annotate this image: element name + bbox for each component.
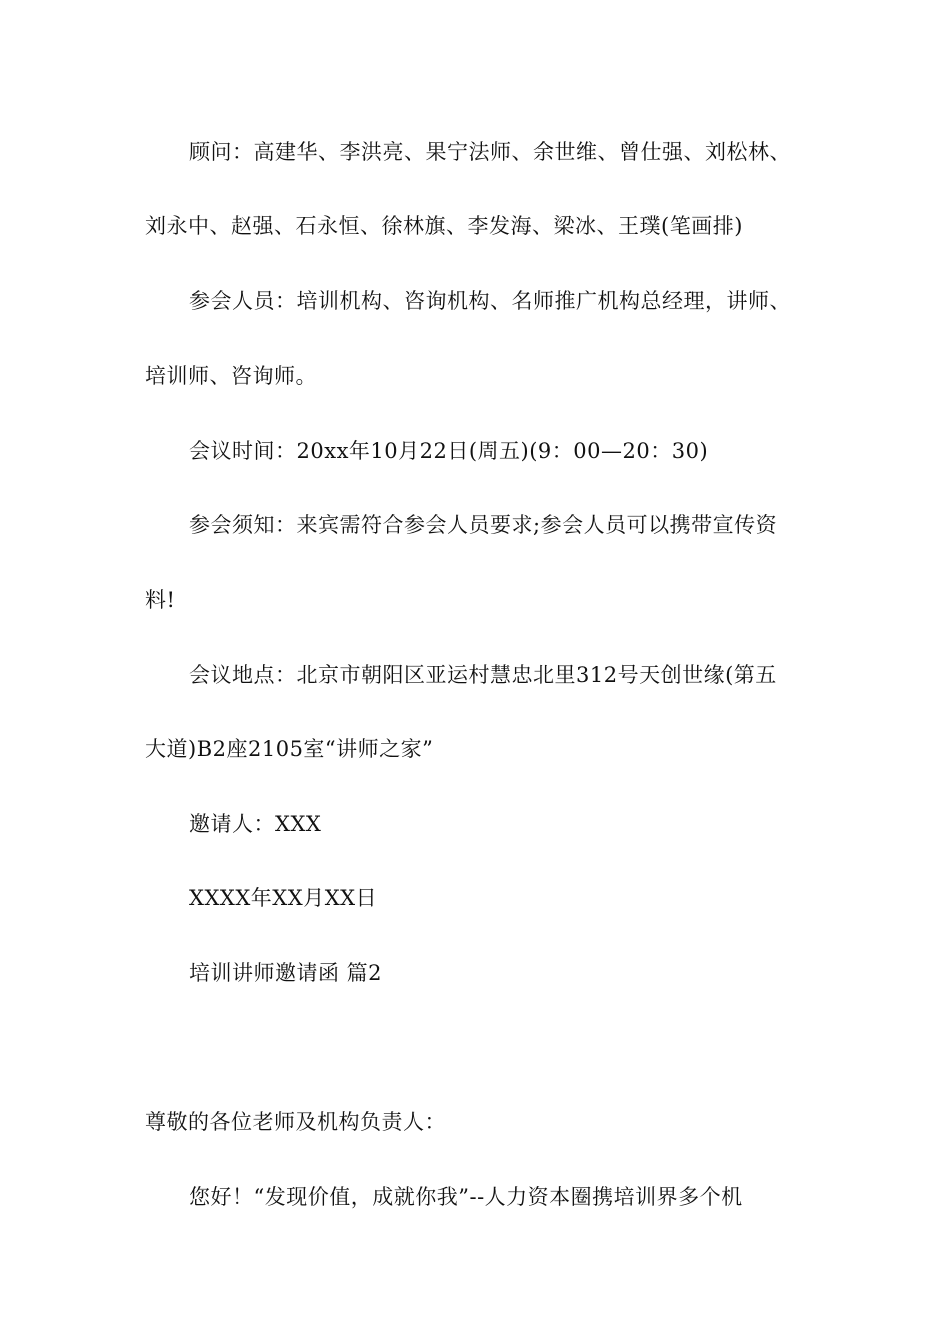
venue-line: 会议地点：北京市朝阳区亚运村慧忠北里312号天创世缘(第五 <box>189 663 777 687</box>
inviter-line: 邀请人：XXX <box>189 812 322 836</box>
section-heading: 培训讲师邀请函 篇2 <box>189 961 383 985</box>
attendees-line-continued: 培训师、咨询师。 <box>145 364 317 388</box>
attendees-line: 参会人员：培训机构、咨询机构、名师推广机构总经理，讲师、 <box>189 289 791 313</box>
advisors-line: 顾问：高建华、李洪亮、果宁法师、余世维、曾仕强、刘松林、 <box>189 140 791 164</box>
meeting-time-line: 会议时间：20xx年10月22日(周五)(9：00—20：30) <box>189 439 709 463</box>
salutation-line: 尊敬的各位老师及机构负责人： <box>145 1110 446 1134</box>
date-line: XXXX年XX月XX日 <box>189 886 378 910</box>
venue-line-continued: 大道)B2座2105室“讲师之家” <box>145 737 434 761</box>
advisors-line-continued: 刘永中、赵强、石永恒、徐林旗、李发海、梁冰、王璞(笔画排) <box>145 214 743 238</box>
notice-line-continued: 料! <box>145 588 176 612</box>
greeting-line: 您好！“发现价值，成就你我”--人力资本圈携培训界多个机 <box>189 1185 743 1209</box>
notice-line: 参会须知：来宾需符合参会人员要求;参会人员可以携带宣传资 <box>189 513 778 537</box>
